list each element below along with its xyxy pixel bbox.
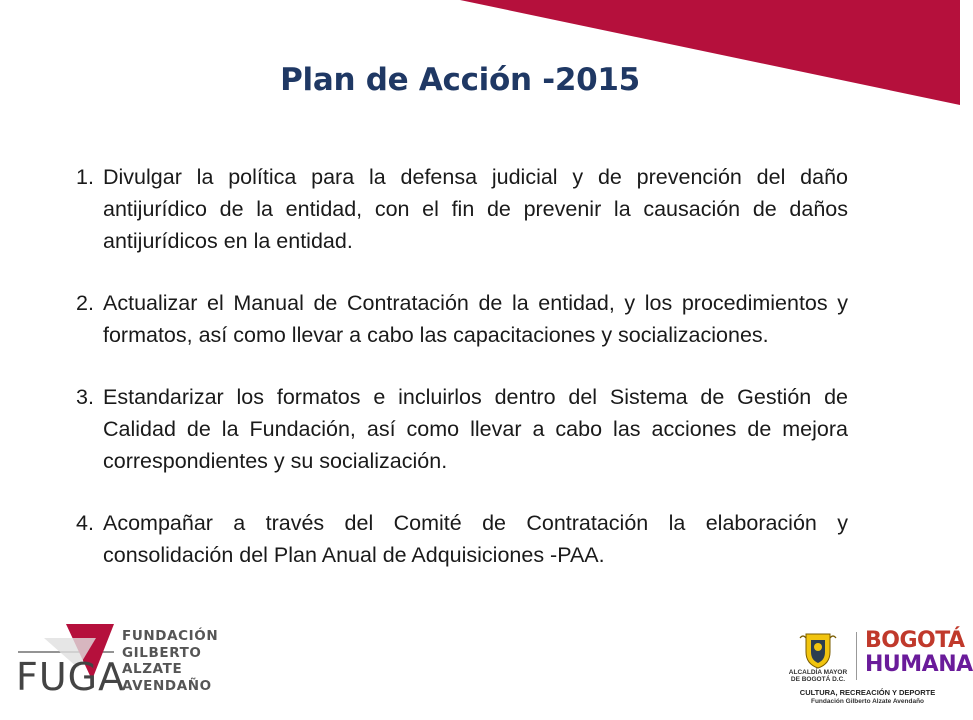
list-item xyxy=(76,381,848,477)
item-text: Divulgar la política para la defensa judicial y de prevención del daño antijurídico de la entidad, con el fin de prevenir la causación de daños antijurídicos en la entidad. xyxy=(103,165,848,253)
slide-title: Plan de Acción -2015 xyxy=(280,62,640,98)
entity-label: Fundación Gilberto Alzate Avendaño xyxy=(810,698,925,705)
item-text: Actualizar el Manual de Contratación de la entidad, y los procedimientos y formatos, así como llevar a cabo las capacitaciones y socializaciones. xyxy=(103,291,848,347)
item-text: Acompañar a través del Comité de Contratación la elaboración y consolidación del Plan Anual de Adquisiciones -PAA. xyxy=(103,511,848,567)
item-number: 1. xyxy=(76,165,94,189)
item-number: 3. xyxy=(76,385,94,409)
bogota-logo xyxy=(785,628,973,713)
fuga-name-line: AVENDAÑO xyxy=(122,677,212,694)
humana-wordmark: HUMANA xyxy=(865,652,973,677)
alcaldia-line: DE BOGOTÁ D.C. xyxy=(790,676,846,683)
list-item xyxy=(76,161,848,257)
fuga-name xyxy=(122,628,218,694)
fuga-name-line: GILBERTO xyxy=(122,644,202,661)
item-number: 2. xyxy=(76,291,94,315)
fuga-name-line: ALZATE xyxy=(122,661,183,677)
logo-divider xyxy=(856,632,857,680)
item-number: 4. xyxy=(76,511,94,535)
fuga-logo xyxy=(14,618,219,713)
list-item xyxy=(76,287,848,351)
item-text: Estandarizar los formatos e incluirlos dentro del Sistema de Gestión de Calidad de la Fundación, así como llevar a cabo las acciones de mejora correspondientes y su socialización. xyxy=(103,385,848,473)
alcaldia-label xyxy=(785,669,851,683)
fuga-logo-mark-icon xyxy=(14,618,126,699)
coat-of-arms-icon xyxy=(797,630,839,670)
svg-text:FUGA: FUGA xyxy=(16,655,126,699)
fuga-name-line: FUNDACIÓN xyxy=(122,628,219,644)
alcaldia-line: ALCALDÍA MAYOR xyxy=(788,669,848,676)
bogota-wordmark: BOGOTÁ xyxy=(865,628,965,653)
action-plan-list xyxy=(76,161,848,601)
list-item xyxy=(76,507,848,571)
sector-label: CULTURA, RECREACIÓN Y DEPORTE xyxy=(799,688,936,697)
